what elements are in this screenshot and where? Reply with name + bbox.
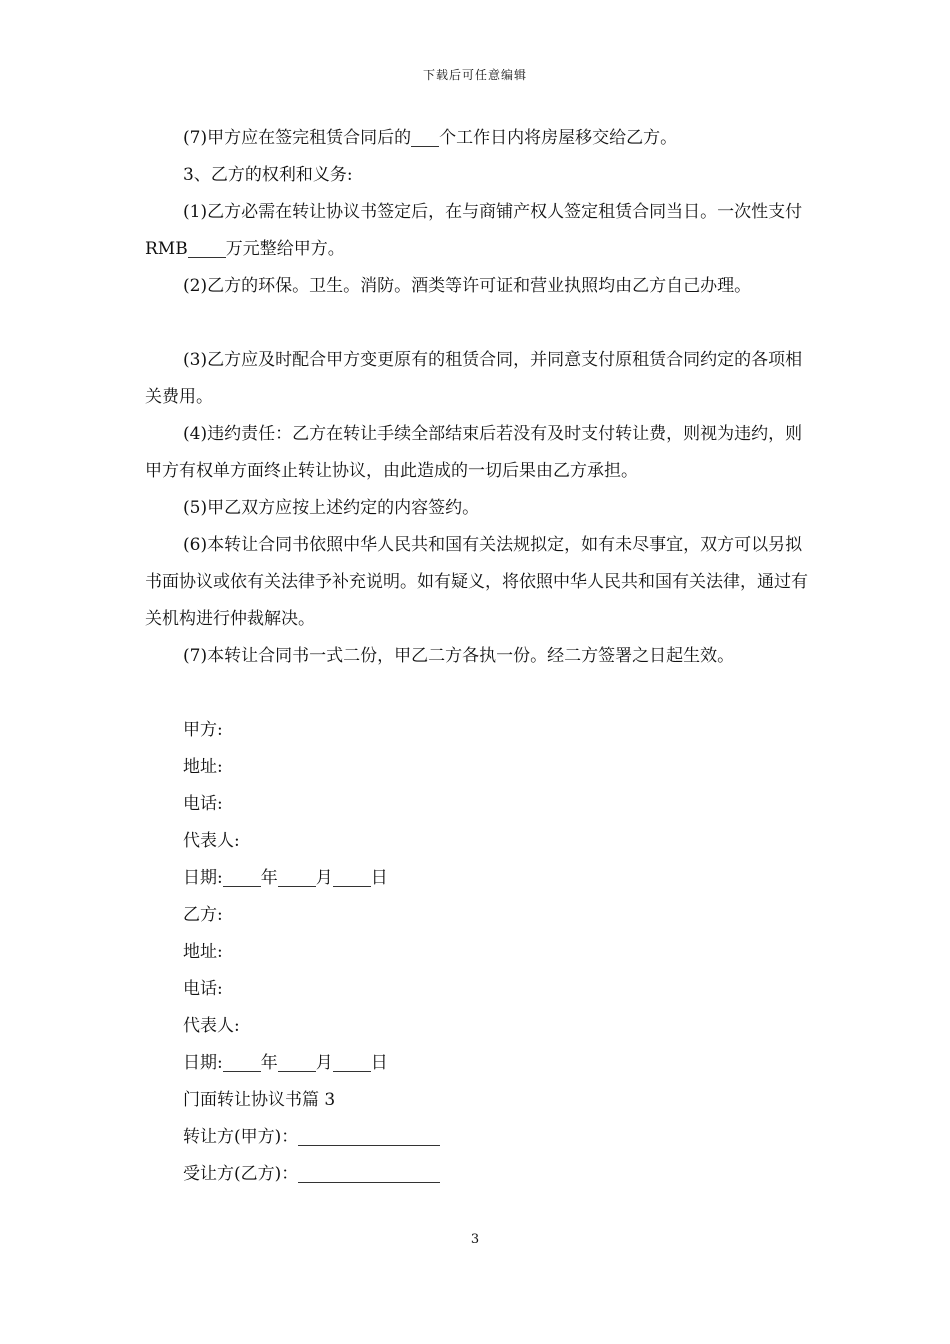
transferee-line [183, 1156, 810, 1193]
paragraph: (7)本转让合同书一式二份，甲乙二方各执一份。经二方签署之日起生效。 [183, 646, 735, 666]
day-label: 日 [370, 868, 388, 888]
paragraph: (3)乙方应及时配合甲方变更原有的租赁合同，并同意支付原租赁合同约定的各项相关费用。 [145, 350, 803, 407]
blank-line [298, 1160, 440, 1183]
blank-line [223, 1049, 261, 1072]
party-b-address: 地址: [183, 942, 223, 962]
paragraph: (6)本转让合同书依照中华人民共和国有关法规拟定，如有未尽事宜，双方可以另拟书面协议或依有关法律予补充说明。如有疑义，将依照中华人民共和国有关法律，通过有关机构进行仲裁解决。 [145, 535, 808, 629]
year-label: 年 [260, 1053, 278, 1073]
party-a-date [183, 860, 810, 897]
month-label: 月 [315, 868, 333, 888]
page-header: 下载后可任意编辑 [422, 68, 527, 82]
paragraph: (2)乙方的环保。卫生。消防。酒类等许可证和营业执照均由乙方自己办理。 [183, 276, 752, 296]
blank-line [188, 235, 226, 258]
date-label: 日期: [183, 868, 223, 888]
text-segment: (7)甲方应在签完租赁合同后的 [183, 128, 412, 148]
blank-line [333, 1049, 371, 1072]
blank-line [411, 124, 439, 147]
party-b-rep: 代表人: [183, 1016, 240, 1036]
party-a-address: 地址: [183, 757, 223, 777]
text-segment: (1)乙方必需在转让协议书签定后，在与商铺产权人签定租赁合同当日。一次性支付 RMB [145, 202, 803, 259]
spacer [145, 305, 810, 342]
party-a-signature-block [145, 712, 810, 897]
party-b-date [183, 1045, 810, 1082]
spacer [145, 675, 810, 712]
paragraph: (5)甲乙双方应按上述约定的内容签约。 [183, 498, 480, 518]
paragraph: (4)违约责任：乙方在转让手续全部结束后若没有及时支付转让费，则视为违约，则甲方有权单方面终止转让协议，由此造成的一切后果由乙方承担。 [145, 424, 803, 481]
transferee-label: 受让方(乙方)： [183, 1164, 299, 1184]
blank-line [223, 864, 261, 887]
party-b-phone: 电话: [183, 979, 223, 999]
paragraph [145, 194, 810, 268]
date-label: 日期: [183, 1053, 223, 1073]
year-label: 年 [260, 868, 278, 888]
text-segment: 个工作日内将房屋移交给乙方。 [439, 128, 678, 148]
text-segment: 万元整给甲方。 [225, 239, 345, 259]
day-label: 日 [370, 1053, 388, 1073]
section-title: 门面转让协议书篇 3 [183, 1090, 336, 1110]
party-b-label: 乙方: [183, 905, 223, 925]
blank-line [298, 1123, 440, 1146]
party-b-signature-block [145, 897, 810, 1082]
blank-line [278, 864, 316, 887]
month-label: 月 [315, 1053, 333, 1073]
transferor-label: 转让方(甲方)： [183, 1127, 299, 1147]
blank-line [333, 864, 371, 887]
transferor-line [183, 1119, 810, 1156]
section-heading: 3、乙方的权利和义务: [183, 165, 353, 185]
document-body [145, 120, 810, 1193]
page-number: 3 [470, 1232, 480, 1247]
blank-line [278, 1049, 316, 1072]
section-3-block [145, 1082, 810, 1193]
paragraph [145, 120, 810, 157]
party-a-phone: 电话: [183, 794, 223, 814]
party-a-rep: 代表人: [183, 831, 240, 851]
party-a-label: 甲方: [183, 720, 223, 740]
